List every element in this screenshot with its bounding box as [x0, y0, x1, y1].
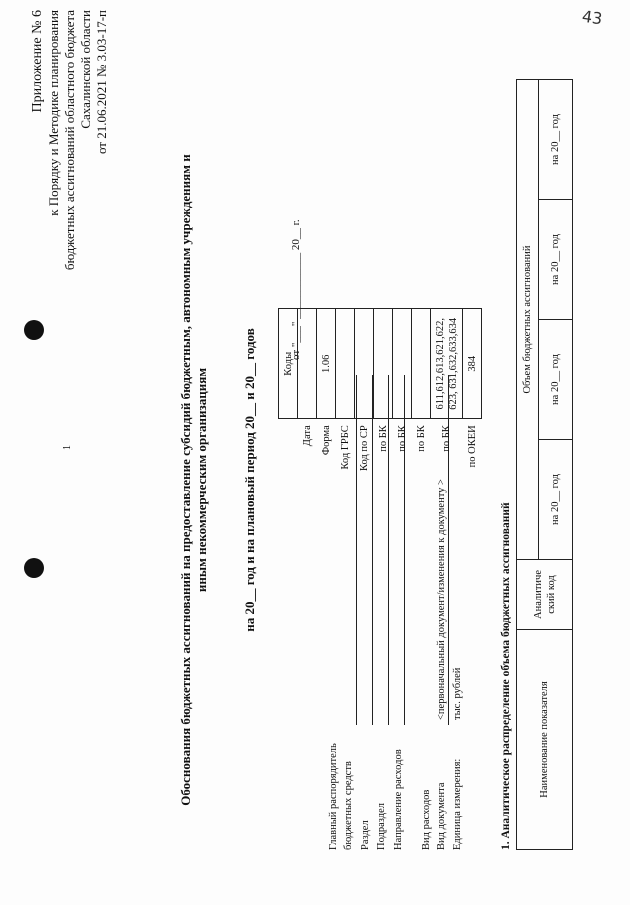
col-year-3: на 20__ год	[539, 200, 573, 320]
page-number: 1	[62, 445, 73, 450]
appendix-line-3: бюджетных ассигнований областного бюджета	[62, 10, 77, 271]
code-value	[298, 309, 317, 419]
col-year-4: на 20__ год	[539, 80, 573, 200]
col-analytic-code-line1: Аналитиче	[532, 570, 544, 619]
field-subsection: Подраздел	[376, 803, 387, 850]
appendix-line-5: от 21.06.2021 № 3.03-17-п	[94, 10, 109, 155]
code-value: 384	[463, 309, 482, 419]
handwritten-page-number: 43	[580, 6, 604, 29]
appendix-block	[30, 10, 110, 270]
code-label: по ОКЕИ	[466, 425, 478, 468]
field-chief-manager-2: бюджетных средств	[343, 761, 354, 850]
code-label: по БК	[415, 425, 427, 452]
allocation-table	[516, 79, 573, 850]
code-value: 1.06	[317, 309, 336, 419]
section-title: 1. Аналитическое распределение объема бюджетных ассигнований	[500, 502, 512, 850]
field-unit: Единица измерения:	[452, 758, 463, 850]
title-line-1: Обоснования бюджетных ассигнований на предоставление субсидий бюджетным, автономным учреждениям и	[178, 154, 193, 806]
col-indicator-name: Наименование показателя	[517, 630, 573, 850]
code-value	[393, 309, 412, 419]
col-analytic-code	[517, 560, 573, 630]
document-title	[178, 110, 210, 850]
period-line: на 20__ год и на плановый период 20__ и 20__ годов	[242, 328, 257, 632]
col-volume: Объем бюджетных ассигнований	[517, 80, 539, 560]
appendix-line-4: Сахалинской области	[78, 10, 93, 129]
date-line: от "___" ____________ 20__ г.	[290, 219, 302, 360]
codes-table	[278, 308, 482, 475]
code-label: Форма	[320, 425, 332, 456]
appendix-line-1: Приложение № 6	[30, 10, 45, 113]
code-value	[374, 309, 393, 419]
col-year-1: на 20__ год	[539, 440, 573, 560]
unit-value: тыс. рублей	[452, 667, 463, 720]
code-label: Дата	[301, 425, 313, 447]
field-section: Раздел	[360, 820, 371, 850]
code-value	[336, 309, 355, 419]
code-label: по БК	[441, 425, 452, 452]
code-value	[412, 309, 431, 419]
code-label: Код ГРБС	[339, 425, 351, 470]
field-document-type: Вид документа	[436, 782, 447, 850]
field-chief-manager-1: Главный распорядитель	[328, 743, 339, 850]
code-value: 611,612,613,621,622, 623, 631,632,633,634	[431, 309, 463, 419]
codes-header: Коды	[279, 309, 298, 419]
code-label: по БК	[396, 425, 408, 452]
appendix-line-2: к Порядку и Методике планирования	[46, 10, 61, 216]
code-label: по БК	[377, 425, 389, 452]
code-value	[355, 309, 374, 419]
col-year-2: на 20__ год	[539, 320, 573, 440]
field-expense-direction: Направление расходов	[393, 749, 404, 850]
document-value: <первоначальный документ/изменения к документу >	[436, 479, 447, 720]
code-label: Код по СР	[358, 425, 370, 471]
field-expense-type: Вид расходов	[421, 789, 432, 850]
col-analytic-code-line2: ский код	[545, 575, 557, 614]
title-line-2: иным некоммерческим организациям	[194, 367, 209, 593]
